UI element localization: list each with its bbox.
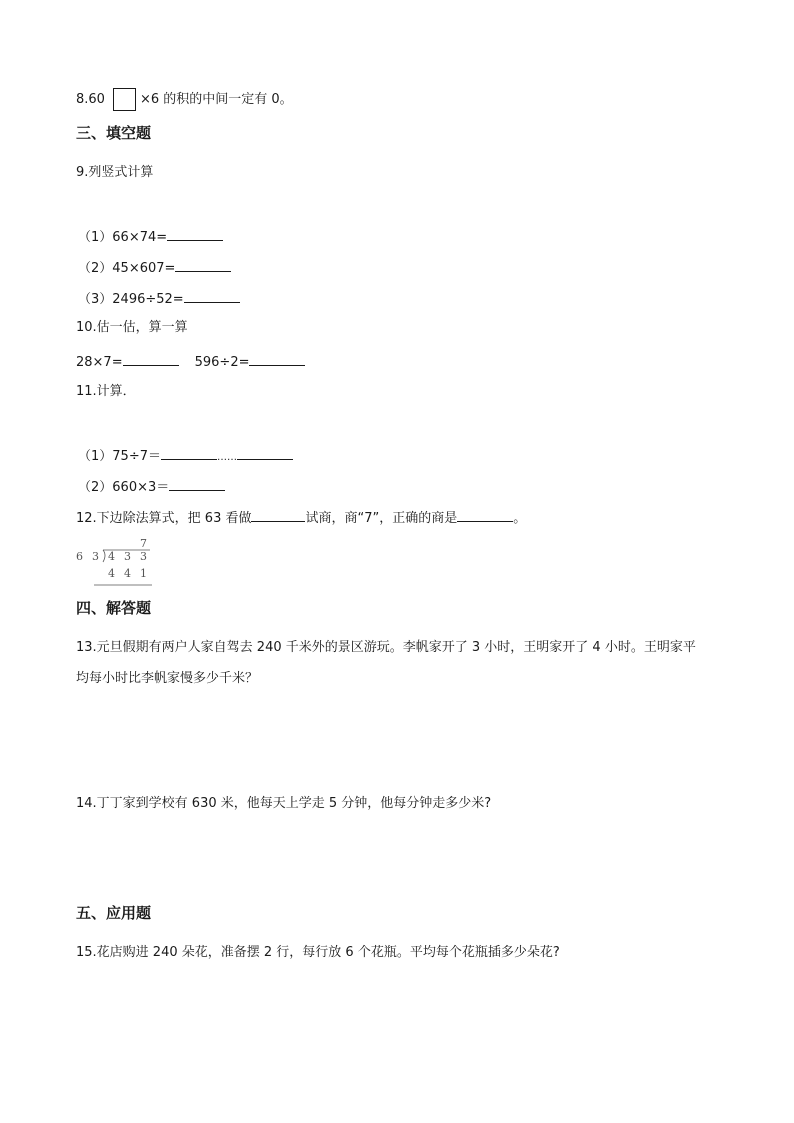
q12-part-2: 试商，商“7”，正确的商是 <box>305 511 458 526</box>
dividend-digit-3: 3 <box>140 550 147 563</box>
answer-box[interactable] <box>113 88 136 111</box>
q9-item-3-blank[interactable] <box>184 289 240 303</box>
quotient-digit: 7 <box>140 537 147 550</box>
q9-item-3 <box>78 289 240 309</box>
product-digit-1: 4 <box>108 567 115 580</box>
q12-blank-1[interactable] <box>251 508 305 522</box>
question-13-line-2: 均每小时比李帆家慢多少千米？ <box>76 671 259 686</box>
question-15: 15.花店购进 240 朵花，准备摆 2 行，每行放 6 个花瓶。平均每个花瓶插多少朵花? <box>76 945 560 960</box>
question-14: 14.丁丁家到学校有 630 米，他每天上学走 5 分钟，他每分钟走多少米? <box>76 796 492 811</box>
q11-item-1 <box>78 446 293 467</box>
q9-item-3-text: （3）2496÷52= <box>78 292 184 307</box>
section-5-title: 五、应用题 <box>76 904 152 922</box>
divisor-tens: 6 <box>76 550 83 563</box>
q9-item-1 <box>78 227 223 247</box>
product-digit-2: 4 <box>124 567 131 580</box>
question-13-line-1: 13.元旦假期有两户人家自驾去 240 千米外的景区游玩。李帆家开了 3 小时，王明家开了 4 小时。王明家平 <box>76 640 696 655</box>
q9-item-2-text: （2）45×607= <box>78 261 176 276</box>
dividend-digit-1: 4 <box>108 550 115 563</box>
q11-item-2-blank[interactable] <box>169 477 225 491</box>
q11-quotient-blank[interactable] <box>161 446 217 460</box>
q12-part-1: 12.下边除法算式，把 63 看做 <box>76 511 252 526</box>
q9-item-1-text: （1）66×74= <box>78 230 168 245</box>
question-10-title: 10.估一估，算一算 <box>76 320 188 335</box>
q11-item-2 <box>78 477 225 497</box>
product-digit-3: 1 <box>140 567 147 580</box>
question-11-title: 11.计算． <box>76 384 136 399</box>
q10-b-blank[interactable] <box>249 352 305 366</box>
q11-item-1-text: （1）75÷7＝ <box>78 449 161 464</box>
q8-prefix: 8.60 <box>76 92 105 107</box>
question-8 <box>76 88 293 111</box>
question-12 <box>76 508 526 528</box>
q10-a-text: 28×7= <box>76 355 123 370</box>
q8-suffix: ×6 的积的中间一定有 0。 <box>139 92 293 107</box>
section-3-title: 三、填空题 <box>76 124 152 142</box>
q10-b-text: 596÷2= <box>194 355 250 370</box>
q12-blank-2[interactable] <box>457 508 513 522</box>
division-bracket <box>103 550 105 562</box>
long-division-figure <box>72 536 156 588</box>
section-4-title: 四、解答题 <box>76 599 152 617</box>
q11-remainder-blank[interactable] <box>237 446 293 460</box>
dividend-digit-2: 3 <box>124 550 131 563</box>
question-9-title: 9.列竖式计算 <box>76 165 154 180</box>
q10-a-blank[interactable] <box>123 352 179 366</box>
q9-item-2-blank[interactable] <box>175 258 231 272</box>
q11-ellipsis: …… <box>216 452 237 463</box>
q9-item-1-blank[interactable] <box>167 227 223 241</box>
q10-items <box>76 352 305 372</box>
q12-part-3: 。 <box>513 511 527 526</box>
q11-item-2-text: （2）660×3＝ <box>78 480 170 495</box>
q9-item-2 <box>78 258 231 278</box>
divisor-ones: 3 <box>92 550 99 563</box>
